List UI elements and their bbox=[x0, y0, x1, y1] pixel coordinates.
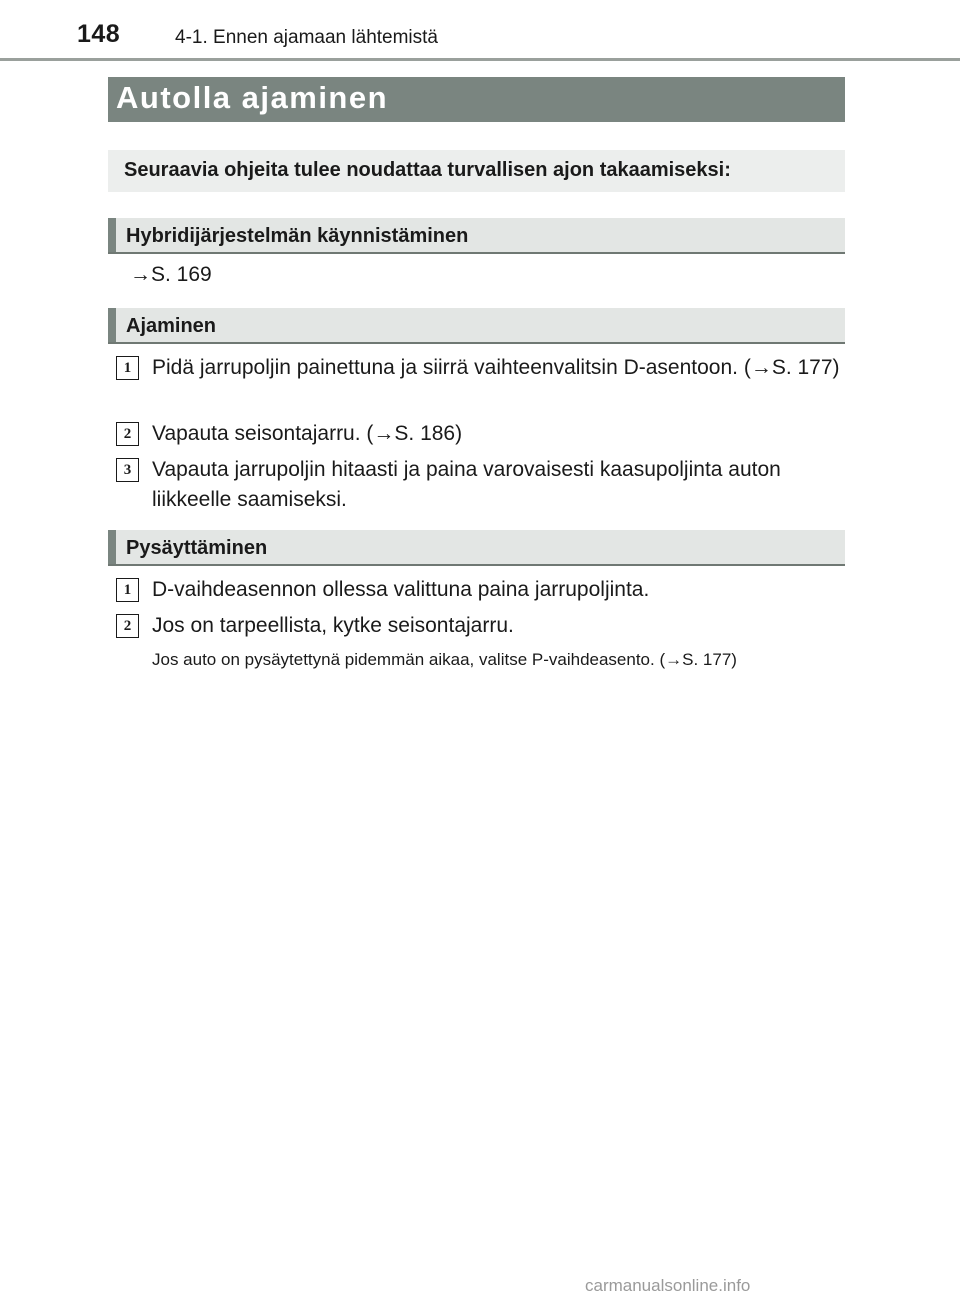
stopping-note: Jos auto on pysäytettynä pidemmän aikaa, valitse P-vaihdeasento. (→S. 177) bbox=[152, 650, 737, 669]
section-marker-bar bbox=[108, 530, 116, 564]
step-number-badge: 2 bbox=[116, 422, 139, 446]
step-text: Pidä jarrupoljin painettuna ja siirrä vaihteenvalitsin D-asentoon. (→S. 177) bbox=[152, 356, 840, 379]
section-heading-label: Hybridijärjestelmän käynnistäminen bbox=[126, 225, 469, 247]
intro-text: Seuraavia ohjeita tulee noudattaa turvallisen ajon takaamiseksi: bbox=[124, 159, 731, 181]
intro-box bbox=[108, 150, 845, 192]
step-text: Vapauta seisontajarru. (→S. 186) bbox=[152, 422, 463, 445]
section-heading-driving bbox=[108, 308, 845, 344]
page-number: 148 bbox=[77, 20, 121, 48]
chapter-title: 4-1. Ennen ajamaan lähtemistä bbox=[175, 27, 438, 48]
step-text: Jos on tarpeellista, kytke seisontajarru. bbox=[152, 614, 514, 637]
section-heading-label: Ajaminen bbox=[126, 315, 217, 337]
section-heading-stopping bbox=[108, 530, 845, 566]
page-title-banner bbox=[108, 77, 845, 122]
step-text: Vapauta jarrupoljin hitaasti ja paina varovaisesti kaasupoljinta auton liikkeelle saamiseksi. bbox=[152, 458, 781, 511]
section-heading-start bbox=[108, 218, 845, 254]
page-header bbox=[0, 0, 960, 62]
section-heading-label: Pysäyttäminen bbox=[126, 537, 268, 559]
step-number-badge: 2 bbox=[116, 614, 139, 638]
step-number-badge: 1 bbox=[116, 578, 139, 602]
header-divider bbox=[0, 58, 960, 61]
section-marker-bar bbox=[108, 218, 116, 252]
page-title: Autolla ajaminen bbox=[116, 80, 389, 115]
footer-watermark: carmanualsonline.info bbox=[585, 1276, 751, 1295]
step-number-badge: 1 bbox=[116, 356, 139, 380]
step-number-badge: 3 bbox=[116, 458, 139, 482]
page-reference: →S. 169 bbox=[130, 263, 212, 286]
step-text: D-vaihdeasennon ollessa valittuna paina jarrupoljinta. bbox=[152, 578, 650, 601]
section-marker-bar bbox=[108, 308, 116, 342]
